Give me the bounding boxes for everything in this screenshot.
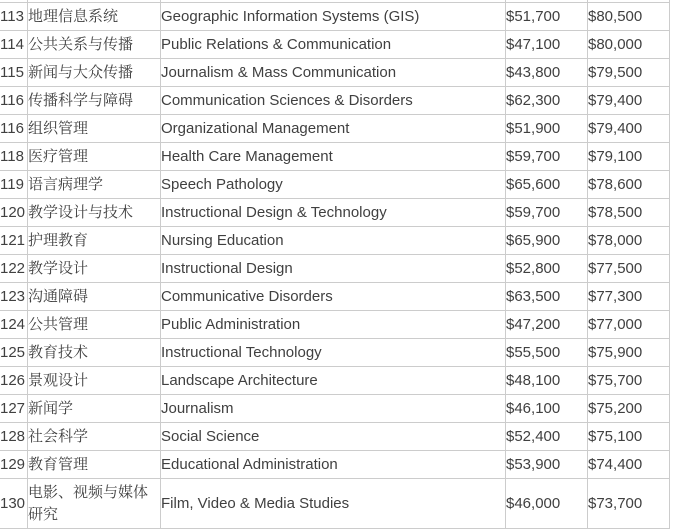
- cell-name-en: Communicative Disorders: [161, 283, 506, 311]
- cell-salary-2: $77,000: [588, 311, 670, 339]
- cell-name-en: Instructional Design: [161, 255, 506, 283]
- cell-salary-2: $78,500: [588, 199, 670, 227]
- cell-salary-2: $79,400: [588, 115, 670, 143]
- cell-salary-2: $73,700: [588, 479, 670, 529]
- cell-salary-1: $53,900: [506, 451, 588, 479]
- cell-name-zh: 教学设计与技术: [28, 199, 161, 227]
- cell-rank: 130: [0, 479, 28, 529]
- table-row: [0, 255, 670, 283]
- cell-salary-1: $52,400: [506, 423, 588, 451]
- cell-name-zh: 新闻与大众传播: [28, 59, 161, 87]
- cell-name-zh: 社会科学: [28, 423, 161, 451]
- cell-salary-2: $78,000: [588, 227, 670, 255]
- table-row: [0, 311, 670, 339]
- cell-salary-2: $75,700: [588, 367, 670, 395]
- cell-name-en: Organizational Management: [161, 115, 506, 143]
- cell-salary-2: $80,000: [588, 31, 670, 59]
- cell-rank: 128: [0, 423, 28, 451]
- cell-salary-2: $75,900: [588, 339, 670, 367]
- cell-salary-2: $75,200: [588, 395, 670, 423]
- cell-name-en: Communication Sciences & Disorders: [161, 87, 506, 115]
- table-row: [0, 395, 670, 423]
- cell-name-en: Educational Administration: [161, 451, 506, 479]
- table-row: [0, 31, 670, 59]
- cell-name-en: Nursing Education: [161, 227, 506, 255]
- cell-salary-1: $48,100: [506, 367, 588, 395]
- cell-salary-1: $51,700: [506, 3, 588, 31]
- cell-rank: 121: [0, 227, 28, 255]
- cell-salary-2: $75,100: [588, 423, 670, 451]
- cell-salary-1: $51,900: [506, 115, 588, 143]
- cell-rank: 115: [0, 59, 28, 87]
- cell-rank: 114: [0, 31, 28, 59]
- cell-salary-1: $55,500: [506, 339, 588, 367]
- cell-name-zh: 地理信息系统: [28, 3, 161, 31]
- cell-name-zh: 电影、视频与媒体研究: [28, 479, 161, 529]
- cell-name-en: Journalism: [161, 395, 506, 423]
- cell-salary-1: $63,500: [506, 283, 588, 311]
- cell-name-en: Journalism & Mass Communication: [161, 59, 506, 87]
- cell-name-en: Geographic Information Systems (GIS): [161, 3, 506, 31]
- table-row: [0, 367, 670, 395]
- cell-rank: 122: [0, 255, 28, 283]
- cell-name-en: Instructional Design & Technology: [161, 199, 506, 227]
- cell-salary-2: $77,300: [588, 283, 670, 311]
- cell-name-en: Public Relations & Communication: [161, 31, 506, 59]
- cell-name-zh: 公共管理: [28, 311, 161, 339]
- cell-rank: 120: [0, 199, 28, 227]
- table-row: [0, 87, 670, 115]
- cell-rank: 116: [0, 115, 28, 143]
- cell-name-en: Film, Video & Media Studies: [161, 479, 506, 529]
- table-row: [0, 143, 670, 171]
- table-row: [0, 171, 670, 199]
- table-row: [0, 423, 670, 451]
- cell-salary-1: $47,200: [506, 311, 588, 339]
- cell-rank: 123: [0, 283, 28, 311]
- cell-name-zh: 语言病理学: [28, 171, 161, 199]
- cell-salary-2: $79,100: [588, 143, 670, 171]
- cell-name-en: Social Science: [161, 423, 506, 451]
- table-row: [0, 59, 670, 87]
- cell-salary-1: $46,100: [506, 395, 588, 423]
- cell-rank: 126: [0, 367, 28, 395]
- cell-rank: 113: [0, 3, 28, 31]
- cell-salary-2: $77,500: [588, 255, 670, 283]
- cell-name-zh: 新闻学: [28, 395, 161, 423]
- cell-salary-2: $79,400: [588, 87, 670, 115]
- table-row: [0, 451, 670, 479]
- cell-name-en: Speech Pathology: [161, 171, 506, 199]
- cell-name-en: Landscape Architecture: [161, 367, 506, 395]
- cell-name-zh: 教育管理: [28, 451, 161, 479]
- cell-name-zh: 组织管理: [28, 115, 161, 143]
- cell-name-zh: 沟通障碍: [28, 283, 161, 311]
- table-row: [0, 227, 670, 255]
- cell-salary-2: $79,500: [588, 59, 670, 87]
- cell-name-en: Instructional Technology: [161, 339, 506, 367]
- cell-salary-1: $52,800: [506, 255, 588, 283]
- cell-name-en: Public Administration: [161, 311, 506, 339]
- cell-name-zh: 教育技术: [28, 339, 161, 367]
- table-row: [0, 283, 670, 311]
- table-row: [0, 115, 670, 143]
- cell-salary-1: $59,700: [506, 143, 588, 171]
- cell-salary-1: $59,700: [506, 199, 588, 227]
- cell-rank: 116: [0, 87, 28, 115]
- cell-name-zh: 教学设计: [28, 255, 161, 283]
- cell-rank: 124: [0, 311, 28, 339]
- cell-name-zh: 护理教育: [28, 227, 161, 255]
- table-row: [0, 479, 670, 529]
- cell-salary-1: $65,900: [506, 227, 588, 255]
- table-row: [0, 199, 670, 227]
- cell-rank: 129: [0, 451, 28, 479]
- cell-salary-1: $46,000: [506, 479, 588, 529]
- cell-salary-1: $43,800: [506, 59, 588, 87]
- cell-name-zh: 传播科学与障碍: [28, 87, 161, 115]
- cell-name-zh: 医疗管理: [28, 143, 161, 171]
- table-row: [0, 339, 670, 367]
- cell-rank: 119: [0, 171, 28, 199]
- cell-salary-1: $47,100: [506, 31, 588, 59]
- cell-salary-2: $80,500: [588, 3, 670, 31]
- cell-salary-2: $74,400: [588, 451, 670, 479]
- table-row: [0, 3, 670, 31]
- cell-name-en: Health Care Management: [161, 143, 506, 171]
- cell-rank: 125: [0, 339, 28, 367]
- cell-salary-1: $62,300: [506, 87, 588, 115]
- cell-rank: 118: [0, 143, 28, 171]
- cell-name-zh: 公共关系与传播: [28, 31, 161, 59]
- cell-name-zh: 景观设计: [28, 367, 161, 395]
- cell-salary-2: $78,600: [588, 171, 670, 199]
- cell-salary-1: $65,600: [506, 171, 588, 199]
- cell-rank: 127: [0, 395, 28, 423]
